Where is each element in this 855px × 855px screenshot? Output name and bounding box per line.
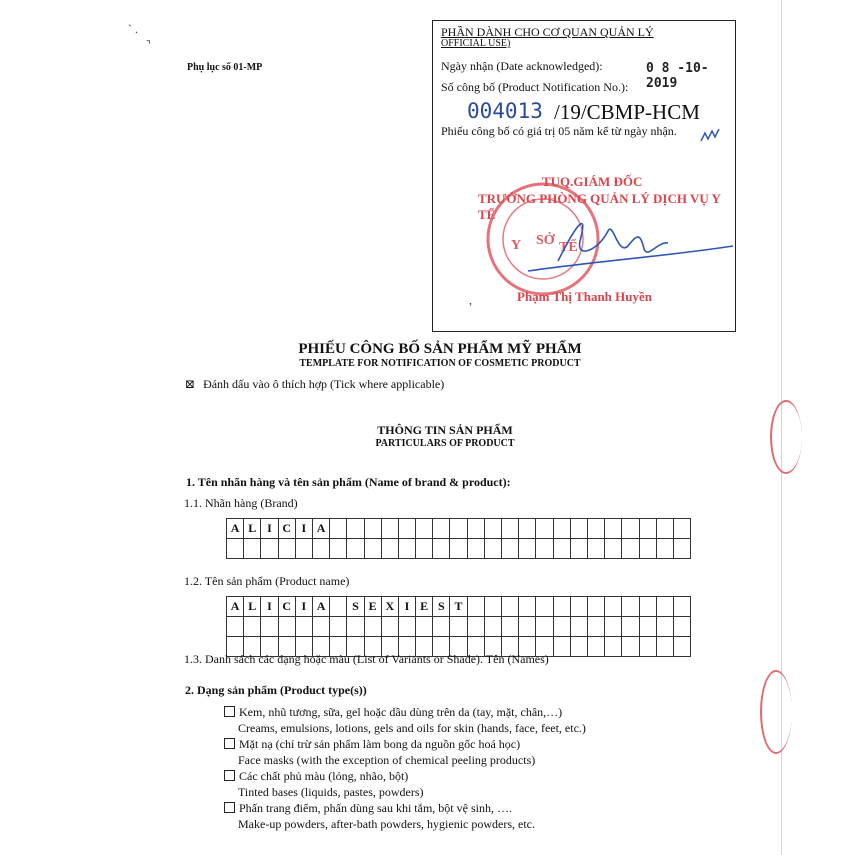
grid-cell (639, 597, 656, 617)
grid-cell (605, 539, 622, 559)
question-2: 2. Dạng sản phẩm (Product type(s)) (185, 683, 367, 697)
grid-cell (312, 617, 329, 637)
grid-cell (622, 539, 639, 559)
notification-number-label: Số công bố (Product Notification No.): (441, 80, 629, 94)
grid-cell (467, 519, 484, 539)
grid-cell (605, 637, 622, 657)
grid-cell (536, 597, 553, 617)
grid-cell (673, 637, 690, 657)
grid-cell (656, 637, 673, 657)
neighbor-seal-fragment (770, 400, 802, 474)
product-type-vi: Các chất phủ màu (lỏng, nhão, bột) (239, 769, 409, 783)
product-type-en: Creams, emulsions, lotions, gels and oils for skin (hands, face, feet, etc.) (238, 721, 586, 735)
grid-cell (656, 617, 673, 637)
grid-cell (450, 539, 467, 559)
grid-cell (622, 519, 639, 539)
grid-cell (673, 519, 690, 539)
grid-cell (587, 539, 604, 559)
grid-cell: E (364, 597, 381, 617)
neighbor-seal-fragment-2 (760, 670, 792, 754)
grid-cell: I (398, 597, 415, 617)
grid-cell (295, 539, 312, 559)
grid-cell (553, 617, 570, 637)
product-type-item (224, 704, 586, 736)
grid-cell: A (312, 519, 329, 539)
grid-cell (673, 539, 690, 559)
product-type-list (224, 704, 586, 832)
date-acknowledged-label: Ngày nhận (Date acknowledged): (441, 59, 603, 73)
grid-cell (570, 519, 587, 539)
grid-cell (244, 617, 261, 637)
product-name-grid (226, 596, 691, 657)
grid-cell (467, 539, 484, 559)
grid-cell: I (295, 519, 312, 539)
grid-cell: L (244, 519, 261, 539)
scan-mark-2: ⌝ (146, 40, 151, 51)
grid-cell (398, 519, 415, 539)
tick-box-icon: ⊠ (185, 377, 196, 391)
official-box-subtitle: OFFICIAL USE) (441, 38, 511, 49)
question-1-1: 1.1. Nhãn hàng (Brand) (184, 496, 298, 510)
grid-cell: A (312, 597, 329, 617)
signature-icon (518, 201, 738, 281)
grid-cell (347, 519, 364, 539)
grid-cell (553, 519, 570, 539)
form-subtitle: TEMPLATE FOR NOTIFICATION OF COSMETIC PRODUCT (299, 358, 581, 369)
grid-cell (433, 617, 450, 637)
checkbox-icon[interactable] (224, 770, 235, 781)
grid-cell (433, 539, 450, 559)
grid-cell (502, 617, 519, 637)
grid-cell (553, 597, 570, 617)
grid-cell (484, 617, 501, 637)
grid-cell (587, 637, 604, 657)
brand-grid (226, 518, 691, 559)
grid-cell: S (347, 597, 364, 617)
svg-text:TẾ: TẾ (559, 240, 578, 255)
grid-cell (312, 539, 329, 559)
grid-cell (381, 519, 398, 539)
grid-cell (347, 617, 364, 637)
signer-name: Phạm Thị Thanh Huyền (517, 289, 652, 304)
grid-cell (330, 597, 347, 617)
grid-cell (278, 539, 295, 559)
grid-cell (570, 637, 587, 657)
grid-cell (622, 637, 639, 657)
appendix-label: Phụ lục số 01-MP (187, 62, 263, 73)
grid-cell: S (433, 597, 450, 617)
product-type-item (224, 736, 586, 768)
grid-cell (502, 539, 519, 559)
grid-cell (553, 637, 570, 657)
grid-cell: E (416, 597, 433, 617)
grid-cell (261, 539, 278, 559)
grid-cell (330, 539, 347, 559)
form-title: PHIẾU CÔNG BỐ SẢN PHẨM MỸ PHẨM (298, 341, 582, 357)
grid-cell (639, 637, 656, 657)
grid-cell (570, 617, 587, 637)
grid-cell (587, 519, 604, 539)
grid-cell (364, 617, 381, 637)
date-acknowledged-value: 0 8 -10- 2019 (646, 61, 709, 91)
notification-number-suffix: /19/CBMP-HCM (554, 100, 700, 124)
product-type-en: Face masks (with the exception of chemical peeling products) (238, 753, 536, 767)
product-type-vi: Phấn trang điểm, phấn dùng sau khi tắm, bột vệ sinh, …. (239, 801, 512, 815)
grid-cell: I (295, 597, 312, 617)
tick-note (185, 377, 444, 392)
grid-cell (381, 617, 398, 637)
product-type-en: Make-up powders, after-bath powders, hygienic powders, etc. (238, 817, 535, 831)
grid-cell (278, 617, 295, 637)
grid-cell: I (261, 597, 278, 617)
grid-cell (398, 617, 415, 637)
grid-cell: T (450, 597, 467, 617)
grid-cell (416, 519, 433, 539)
grid-cell: C (278, 597, 295, 617)
grid-cell (656, 519, 673, 539)
grid-cell (450, 519, 467, 539)
grid-cell (467, 597, 484, 617)
grid-cell (673, 597, 690, 617)
grid-cell (347, 539, 364, 559)
product-type-vi: Kem, nhũ tương, sữa, gel hoặc dầu dùng trên da (tay, mặt, chân,…) (239, 705, 563, 719)
scan-mark-3: , (469, 293, 472, 307)
tick-note-text: Đánh dấu vào ô thích hợp (Tick where applicable) (203, 377, 445, 391)
grid-cell (639, 519, 656, 539)
grid-cell (605, 617, 622, 637)
grid-cell (416, 617, 433, 637)
grid-cell: A (227, 519, 244, 539)
grid-cell (639, 617, 656, 637)
grid-cell (519, 519, 536, 539)
grid-cell (639, 539, 656, 559)
grid-cell (484, 597, 501, 617)
grid-cell (467, 617, 484, 637)
grid-cell (656, 597, 673, 617)
grid-cell: C (278, 519, 295, 539)
question-1-3: 1.3. Danh sách các dạng hoặc màu (List of Variants or Shade). Tên (Names) (184, 652, 549, 666)
question-1-2: 1.2. Tên sản phẩm (Product name) (184, 574, 350, 588)
notification-number-value: 004013 (467, 99, 543, 123)
product-type-vi: Mặt nạ (chỉ trừ sản phẩm làm bong da nguồn gốc hoá học) (239, 737, 521, 751)
grid-cell (502, 519, 519, 539)
product-type-item (224, 800, 586, 832)
grid-cell (605, 519, 622, 539)
grid-cell (261, 617, 278, 637)
grid-cell (536, 519, 553, 539)
grid-cell (227, 539, 244, 559)
svg-text:Y: Y (511, 238, 522, 253)
question-1: 1. Tên nhãn hàng và tên sản phẩm (Name of brand & product): (186, 475, 511, 489)
grid-cell (536, 539, 553, 559)
svg-text:SỞ: SỞ (536, 233, 555, 248)
grid-cell (295, 617, 312, 637)
section-title: THÔNG TIN SẢN PHẨM (377, 423, 513, 437)
grid-cell (622, 617, 639, 637)
grid-cell (450, 617, 467, 637)
signer-title-2: TRƯỞNG PHÒNG QUẢN LÝ DỊCH VỤ Y TẾ (478, 191, 721, 222)
grid-cell (433, 519, 450, 539)
grid-cell: I (261, 519, 278, 539)
scan-mark: ` . (128, 22, 138, 36)
grid-cell (330, 519, 347, 539)
grid-cell (244, 539, 261, 559)
grid-cell (364, 539, 381, 559)
grid-cell (605, 597, 622, 617)
grid-cell (484, 519, 501, 539)
grid-cell (519, 617, 536, 637)
section-subtitle: PARTICULARS OF PRODUCT (375, 438, 515, 449)
grid-cell (536, 617, 553, 637)
grid-cell (570, 597, 587, 617)
grid-cell (656, 539, 673, 559)
official-box-title: PHẦN DÀNH CHO CƠ QUAN QUẢN LÝ (441, 25, 654, 39)
grid-cell (519, 597, 536, 617)
product-type-en: Tinted bases (liquids, pastes, powders) (238, 785, 424, 799)
grid-cell (416, 539, 433, 559)
grid-cell (381, 539, 398, 559)
grid-cell (587, 597, 604, 617)
checkbox-icon[interactable] (224, 706, 235, 717)
grid-cell (484, 539, 501, 559)
grid-cell: L (244, 597, 261, 617)
grid-cell (398, 539, 415, 559)
grid-cell (570, 539, 587, 559)
initial-mark-icon (699, 127, 721, 145)
checkbox-icon[interactable] (224, 802, 235, 813)
product-type-item (224, 768, 586, 800)
grid-cell (587, 617, 604, 637)
grid-cell: A (227, 597, 244, 617)
grid-cell (502, 597, 519, 617)
checkbox-icon[interactable] (224, 738, 235, 749)
grid-cell (330, 617, 347, 637)
grid-cell (622, 597, 639, 617)
grid-cell (673, 617, 690, 637)
validity-note: Phiếu công bố có giá trị 05 năm kể từ ngày nhận. (441, 124, 677, 138)
signer-title-1: TUQ.GIÁM ĐỐC (542, 174, 643, 189)
grid-cell (227, 617, 244, 637)
grid-cell (519, 539, 536, 559)
grid-cell (364, 519, 381, 539)
grid-cell (553, 539, 570, 559)
grid-cell: X (381, 597, 398, 617)
official-use-box (432, 20, 736, 332)
